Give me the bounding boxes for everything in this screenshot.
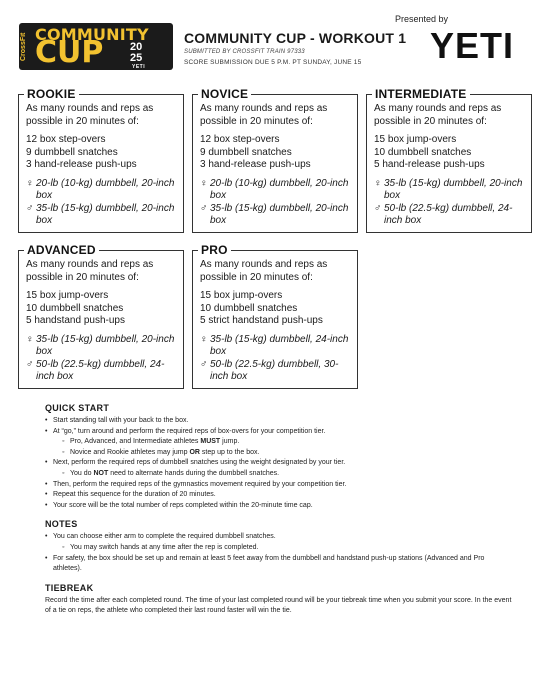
- tier-intro: As many rounds and reps as possible in 20 minutes of:: [26, 103, 154, 127]
- tier-intro: As many rounds and reps as possible in 20 minutes of:: [200, 259, 328, 283]
- tier-box-rookie: [18, 87, 184, 233]
- weight-text: 35-lb (15-kg) dumbbell, 20-inch box: [210, 202, 349, 226]
- notes-heading: NOTES: [45, 519, 78, 530]
- movement: 10 dumbbell snatches: [200, 302, 298, 314]
- list-item: ◦ You do NOT need to alternate hands during the dumbbell snatches.: [45, 469, 515, 480]
- movement: 5 hand-release push-ups: [374, 159, 485, 170]
- movement: 12 box step-overs: [26, 134, 106, 145]
- tier-name: NOVICE: [198, 87, 251, 101]
- movement: 15 box jump-overs: [374, 134, 457, 145]
- list-item: • You can choose either arm to complete the required dumbbell snatches.: [45, 532, 515, 543]
- tier-intro: As many rounds and reps as possible in 20 minutes of:: [374, 103, 502, 127]
- list-item: ◦ Pro, Advanced, and Intermediate athletes MUST jump.: [45, 437, 515, 448]
- movement: 12 box step-overs: [200, 134, 280, 145]
- tier-intro: As many rounds and reps as possible in 20 minutes of:: [200, 103, 328, 127]
- female-icon: ♀: [26, 333, 34, 345]
- tier-intro: As many rounds and reps as possible in 20 minutes of:: [26, 259, 154, 283]
- list-item: • Your score will be the total number of reps completed within the 20-minute time cap.: [45, 501, 515, 512]
- weight-text: 35-lb (15-kg) dumbbell, 24-inch box: [210, 333, 349, 357]
- movement: 3 hand-release push-ups: [26, 159, 137, 170]
- movement: 5 handstand push-ups: [26, 315, 125, 326]
- weight-text: 50-lb (22.5-kg) dumbbell, 30-inch box: [210, 358, 339, 382]
- list-item: • Next, perform the required reps of dumbbell snatches using the weight designated by your tier.: [45, 458, 515, 469]
- movement: 9 dumbbell snatches: [200, 146, 292, 158]
- movement: 15 box jump-overs: [26, 290, 109, 301]
- weight-female: [26, 334, 177, 359]
- page-title: COMMUNITY CUP - WORKOUT 1: [184, 30, 407, 46]
- logo-sponsor-text: YETI: [132, 64, 146, 70]
- male-icon: ♂: [374, 202, 382, 214]
- tier-name: PRO: [198, 243, 231, 257]
- movement: 15 box jump-overs: [200, 290, 283, 301]
- female-icon: ♀: [200, 177, 208, 189]
- tier-box-advanced: [18, 243, 184, 389]
- logo-community-text: COMMUNITY: [35, 25, 149, 44]
- weight-male: [200, 203, 351, 228]
- weight-female: [200, 334, 351, 359]
- tiebreak-heading: TIEBREAK: [45, 582, 94, 593]
- movement: 10 dumbbell snatches: [26, 302, 124, 314]
- list-item: • Repeat this sequence for the duration of 20 minutes.: [45, 490, 515, 501]
- list-item: • At “go,” turn around and perform the required reps of box-overs for your competition tier.: [45, 427, 515, 438]
- weight-female: [374, 178, 525, 203]
- notes-list: [45, 532, 515, 574]
- tiebreak-text: Record the time after each completed round. The time of your last completed round will be your tiebreak time when you submit your score. In the event of a tie on reps, the athlete who completed their last round faster will win the tie.: [45, 596, 512, 615]
- tier-box-pro: [192, 243, 358, 389]
- list-item: ◦ You may switch hands at any time after the rep is completed.: [45, 543, 515, 554]
- logo-year-top: 20: [130, 41, 143, 53]
- tier-name: ROOKIE: [24, 87, 79, 101]
- quick-start-heading: QUICK START: [45, 403, 110, 413]
- weight-female: [26, 178, 177, 203]
- logo-cup-text: CUP: [35, 35, 104, 70]
- tier-name: ADVANCED: [24, 243, 99, 257]
- community-cup-logo: [19, 23, 173, 70]
- yeti-logo: YETI: [430, 25, 515, 66]
- weight-female: [200, 178, 351, 203]
- weight-text: 20-lb (10-kg) dumbbell, 20-inch box: [36, 177, 175, 201]
- weight-text: 50-lb (22.5-kg) dumbbell, 24-inch box: [36, 358, 165, 382]
- instructions: [45, 403, 515, 617]
- weight-male: [26, 203, 177, 228]
- submitted-by: SUBMITTED BY CROSSFIT TRAIN 97333: [184, 49, 305, 55]
- quick-start-list: [45, 416, 515, 511]
- male-icon: ♂: [200, 358, 208, 370]
- presented-by-label: Presented by: [395, 14, 449, 24]
- movement: 9 dumbbell snatches: [26, 146, 118, 158]
- male-icon: ♂: [26, 202, 34, 214]
- list-item: • Start standing tall with your back to the box.: [45, 416, 515, 427]
- tier-box-intermediate: [366, 87, 532, 233]
- movement: 5 strict handstand push-ups: [200, 315, 323, 326]
- logo-crossfit-text: CrossFit: [20, 32, 27, 62]
- list-item: • Then, perform the required reps of the gymnastics movement required by your competition tier.: [45, 480, 515, 491]
- list-item: ◦ Novice and Rookie athletes may jump OR step up to the box.: [45, 448, 515, 459]
- tier-box-novice: [192, 87, 358, 233]
- movement: 3 hand-release push-ups: [200, 159, 311, 170]
- female-icon: ♀: [26, 177, 34, 189]
- weight-text: 50-lb (22.5-kg) dumbbell, 24-inch box: [384, 202, 513, 226]
- tier-name: INTERMEDIATE: [372, 87, 470, 101]
- male-icon: ♂: [200, 202, 208, 214]
- weight-male: [200, 359, 351, 384]
- weight-text: 20-lb (10-kg) dumbbell, 20-inch box: [210, 177, 349, 201]
- score-due: SCORE SUBMISSION DUE 5 P.M. PT SUNDAY, JUNE 15: [184, 59, 362, 66]
- weight-text: 35-lb (15-kg) dumbbell, 20-inch box: [36, 333, 175, 357]
- movement: 10 dumbbell snatches: [374, 146, 472, 158]
- weight-male: [374, 203, 525, 228]
- weight-text: 35-lb (15-kg) dumbbell, 20-inch box: [384, 177, 523, 201]
- logo-year-bottom: 25: [130, 52, 143, 64]
- female-icon: ♀: [200, 333, 208, 345]
- weight-male: [26, 359, 177, 384]
- female-icon: ♀: [374, 177, 382, 189]
- list-item: • For safety, the box should be set up and remain at least 5 feet away from the dumbbell and handstand push-up stations (Advanced and Pro athletes).: [45, 554, 515, 575]
- male-icon: ♂: [26, 358, 34, 370]
- weight-text: 35-lb (15-kg) dumbbell, 20-inch box: [36, 202, 175, 226]
